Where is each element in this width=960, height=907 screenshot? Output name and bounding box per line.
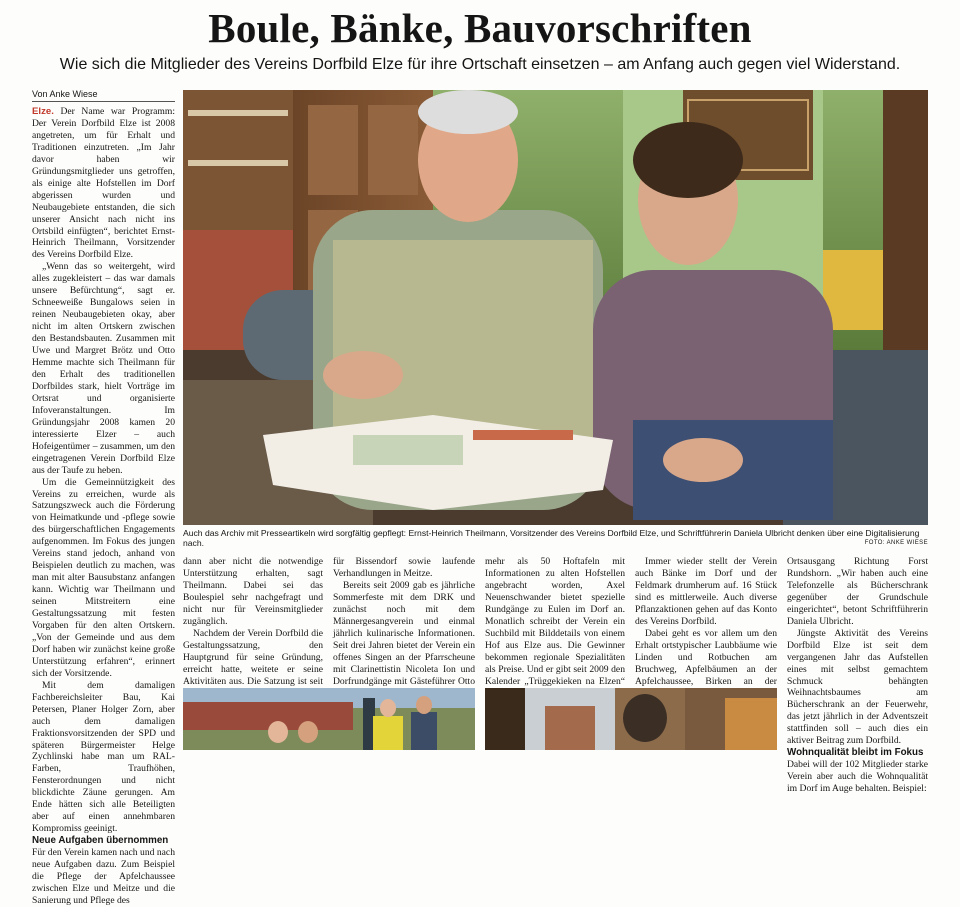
- article-column-3: [333, 556, 475, 686]
- byline-rule: [32, 101, 175, 102]
- article-paragraph: Um die Gemeinnützigkeit des Vereins zu erreichen, wurde als Satzungszweck auch die Förderung von Heimatkunde und -pflege sowie des bürgerschaftlichen Engagements aufgenommen. Im Fokus des jungen Vereins stand jedoch, anhand von Beispielen deutlich zu machen, was man mit alter Bausubstanz anfangen kann. Wichtig war Theilmann und seinen Mitstreitern eine Gestaltungssatzung mit festen Vorgaben für den alten Ortskern. „Von der Gemeinde und aus dem Dorf haben wir zunächst keine große Unterstützung erfahren“, erinnert sich der Vorsitzende.: [32, 476, 175, 679]
- subhead: Wie sich die Mitglieder des Vereins Dorfbild Elze für ihre Ortschaft einsetzen – am Anfang auch gegen viel Widerstand.: [59, 56, 901, 73]
- article-paragraph: „Wenn das so weitergeht, wird alles zugekleistert – das war damals unsere Befürchtung“, sagt er. Schneeweiße Bungalows seien in reinen Neubaugebieten okay, aber nicht im alten Ortskern zwischen den Bestandsbauten. Zusammen mit Uwe und Margret Brötz und Otto Hemme machte sich Theilmann für den Erhalt des traditionellen Dorfbildes stark, hielt Vorträge im Ortsrat und organisierte Infoveranstaltungen. Im Gründungsjahr 2008 kamen 20 interessierte Elzer – auch Hofeigentümer – zusammen, um den eingetragenen Verein Dorfbild Elze aus der Taufe zu heben.: [32, 261, 175, 476]
- subheading-wohnqualitaet: Wohnqualität bleibt im Fokus: [787, 747, 924, 759]
- article-paragraph: für Bissendorf sowie laufende Verhandlungen in Meitze.: [333, 556, 475, 579]
- article-column-1: [32, 106, 175, 906]
- article-paragraph: Mit dem damaligen Fachbereichsleiter Bau, Kai Petersen, Planer Holger Zorn, aber auch dem damaligen Fraktionsvorsitzenden der SPD und späteren Bürgermeister Helge Zychlinski habe man um RAL-Farben, Traufhöhen, Fensterordnungen und nicht blickdichte Zäune gerungen. Am Ende hätten sich alle Beteiligten aber auf einen annehmbaren Kompromiss geeinigt.: [32, 679, 175, 835]
- article-column-2: [183, 556, 323, 686]
- article-paragraph: Ortsausgang Richtung Forst Rundshorn. „Wir haben auch eine Telefonzelle als Bücherschrank gegenüber der Grundschule eingerichtet“, betont Schriftführerin Daniela Ulbricht.: [787, 556, 928, 627]
- article-paragraph: Nachdem der Verein Dorfbild die Gestaltungssatzung, den Hauptgrund für seine Gründung, erreicht hatte, weitete er seine Aktivitäten aus. Die Satzung ist seit: [183, 627, 323, 687]
- main-photo: [183, 90, 928, 525]
- main-photo-image: [183, 90, 928, 525]
- subheading-neue-aufgaben: Neue Aufgaben übernommen: [32, 835, 169, 847]
- bottom-photo-left-image: [183, 688, 475, 750]
- article-column-4: [485, 556, 625, 686]
- byline: Von Anke Wiese: [32, 89, 98, 99]
- article-column-5: [635, 556, 777, 686]
- photo-credit: FOTO: ANKE WIESE: [864, 540, 928, 546]
- article-paragraph: Jüngste Aktivität des Vereins Dorfbild Elze ist seit dem vergangenen Jahr das Aufstellen eines mit selbst gemachtem Schmuck behängten Weihnachtsbaumes am Bücherschrank an der Feuerwehr, das jetzt jährlich in der Adventszeit stattfinden soll – auch dies ein aktiver Beitrag zum Dorfbild.: [787, 627, 928, 747]
- bottom-photo-right: [485, 688, 777, 750]
- article-column-6: [787, 556, 928, 795]
- article-paragraph: Dabei will der 102 Mitglieder starke Verein aber auch die Wohnqualität im Dorf im Auge behalten. Beispiel:: [787, 759, 928, 795]
- dateline: Elze.: [32, 106, 54, 117]
- article-paragraph: dann aber nicht die notwendige Unterstützung erhalten, sagt Theilmann. Dabei sei das Boulespiel sehr nachgefragt und nicht nur für Vereinsmitglieder zugänglich.: [183, 556, 323, 627]
- article-paragraph: Immer wieder stellt der Verein auch Bänke im Dorf und der Feldmark drumherum auf. 16 Stück sind es mittlerweile. Auch diverse Pflanzaktionen gehen auf das Konto des Vereins Dorfbild.: [635, 556, 777, 627]
- bottom-photo-right-image: [485, 688, 777, 750]
- article-paragraph: mehr als 50 Hoftafeln mit Informationen zu alten Hofstellen angebracht worden, Axel Neuenschwander bietet spezielle Rundgänge zu Eulen im Dorf an. Monatlich schreibt der Verein ein Suchbild mit Bilddetails von einem Hof aus Elze aus. Die Gewinner bekommen regionale Spezialitäten als Preise. Und er gibt seit 2009 den Kalender „Trüggekieken na Elzen“: [485, 556, 625, 687]
- article-paragraph: Dabei geht es vor allem um den Erhalt ortstypischer Laubbäume wie Linden und Rotbuchen am Bruchweg, Apfelbäumen an der Apfelchaussee, Birken an der: [635, 627, 777, 687]
- bottom-photo-left: [183, 688, 475, 750]
- article-paragraph: Für den Verein kamen nach und nach neue Aufgaben dazu. Zum Beispiel die Pflege der Apfelchaussee zwischen Elze und Meitze und die Sanierung und Pflege des: [32, 847, 175, 906]
- article-paragraph: Bereits seit 2009 gab es jährliche Sommerfeste mit dem DRK und zunächst noch mit dem Männergesangverein und einmal jährlich kulinarische Informationen. Seit drei Jahren bietet der Verein ein offenes Singen an der Pfarrscheune mit Clarinettistin Nicoleta Ion und Dorfrundgänge mit Gästeführer Otto: [333, 579, 475, 687]
- headline: Boule, Bänke, Bauvorschriften: [208, 5, 752, 51]
- photo-caption: Auch das Archiv mit Presseartikeln wird sorgfältig gepflegt: Ernst-Heinrich Theilmann, Vorsitzender des Vereins Dorfbild Elze, und Schriftführerin Daniela Ulbricht denken über eine Digitalisierung nach.: [183, 528, 920, 548]
- article-paragraph: Elze. Der Name war Programm: Der Verein Dorfbild Elze ist 2008 angetreten, um für Erhalt und Traditionen einzutreten. „Im Jahr davor haben wir Gründungsmitglieder uns getroffen, als einige alte Hofstellen im Dorf abgerissen wurden und Neubaugebiete entstanden, die sich unserer Ansicht nach nicht ins Ortsbild einfügten“, berichtet Ernst-Heinrich Theilmann, Vorsitzender des Vereins Dorfbild Elze.: [32, 106, 175, 261]
